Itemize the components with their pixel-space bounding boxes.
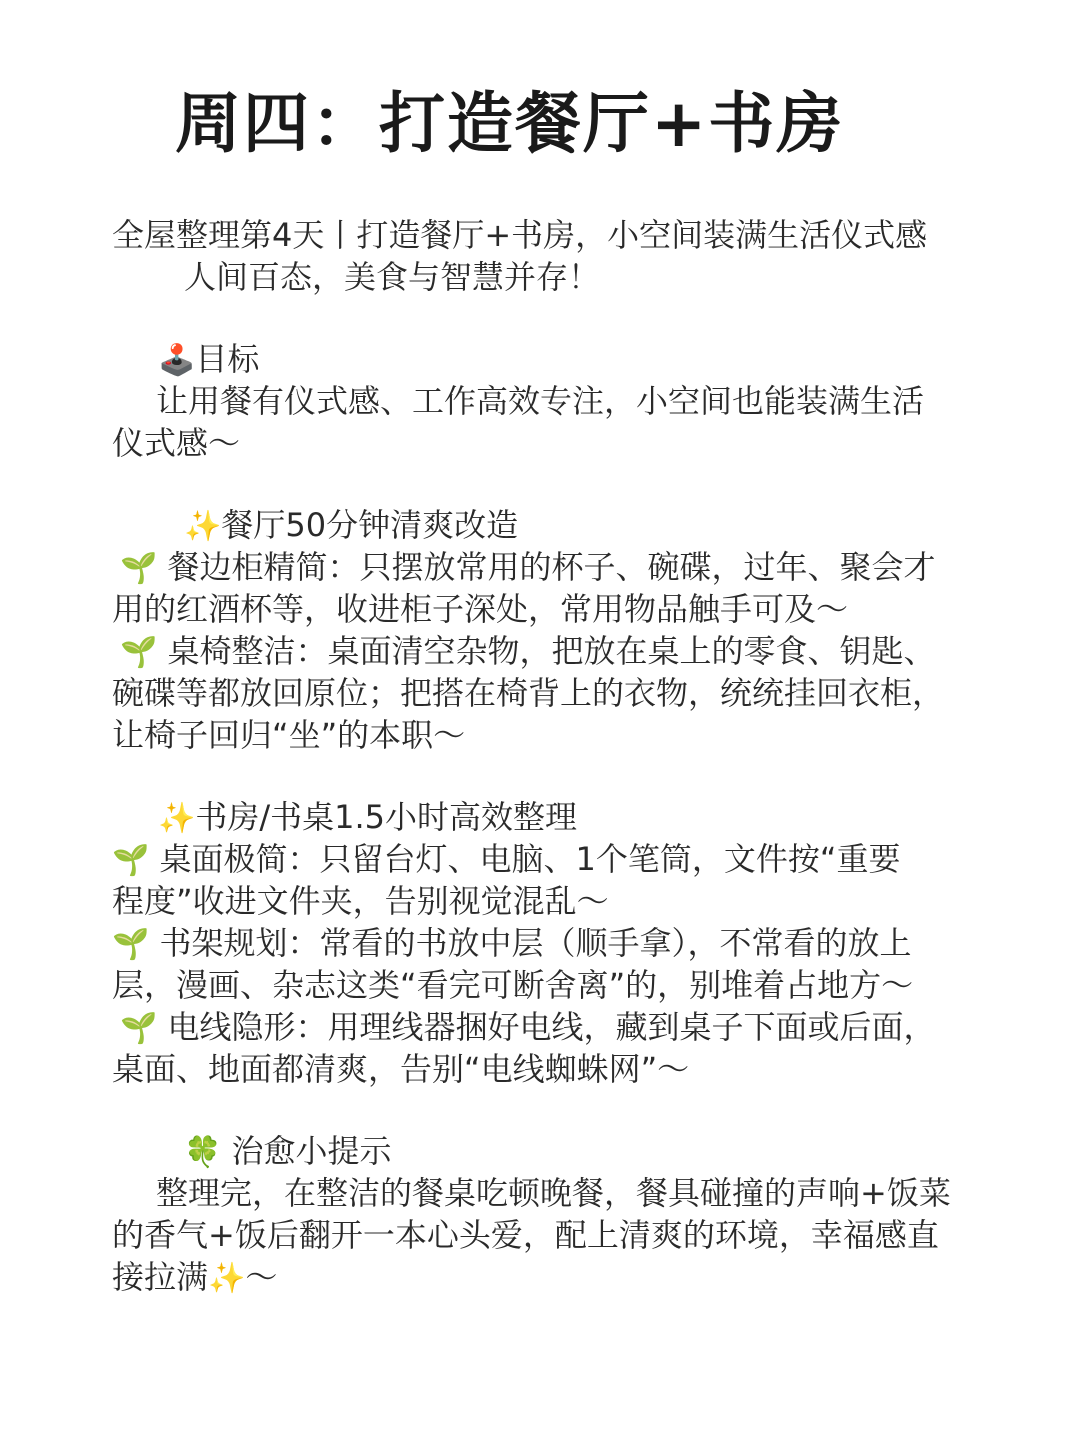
- page-title: 周四：打造餐厅+书房: [175, 85, 845, 162]
- goal-heading-text: 目标: [195, 340, 260, 378]
- seedling-icon: 🌱: [112, 927, 150, 962]
- joystick-icon: 🕹️: [158, 343, 196, 378]
- study-item: [112, 922, 1012, 1006]
- tip-line-3-text: 接拉满: [112, 1258, 209, 1296]
- list-item-line: 让椅子回归“坐”的本职～: [112, 716, 466, 754]
- study-item: [112, 1006, 1012, 1090]
- tip-line-1: 整理完，在整洁的餐桌吃顿晚餐，餐具碰撞的声响+饭菜: [156, 1174, 951, 1212]
- goal-line-1: 让用餐有仪式感、工作高效专注，小空间也能装满生活: [156, 382, 925, 420]
- list-item-line: 程度”收进文件夹，告别视觉混乱～: [112, 882, 609, 920]
- intro-line-2: 人间百态，美食与智慧并存！: [184, 258, 601, 296]
- dining-item: [112, 546, 1012, 630]
- seedling-icon: 🌱: [112, 843, 150, 878]
- tip-line-3: [112, 1256, 1012, 1298]
- tip-line-3-end: ～: [245, 1258, 278, 1296]
- seedling-icon: 🌱: [120, 551, 158, 586]
- spacer: [112, 464, 1012, 504]
- sparkles-icon: ✨: [208, 1261, 246, 1296]
- dining-heading-text: 餐厅50分钟清爽改造: [221, 506, 519, 544]
- goal-heading: [112, 338, 1012, 380]
- list-item-line: 桌面、地面都清爽，告别“电线蜘蛛网”～: [112, 1050, 690, 1088]
- spacer: [112, 1090, 1012, 1130]
- spacer: [112, 756, 1012, 796]
- list-item-line: 层，漫画、杂志这类“看完可断舍离”的，别堆着占地方～: [112, 966, 914, 1004]
- seedling-icon: 🌱: [120, 635, 158, 670]
- list-item-line: 餐边柜精简：只摆放常用的杯子、碗碟，过年、聚会才: [167, 548, 936, 586]
- study-heading-text: 书房/书桌1.5小时高效整理: [195, 798, 578, 836]
- sparkles-icon: ✨: [158, 801, 196, 836]
- list-item-line: 碗碟等都放回原位；把搭在椅背上的衣物，统统挂回衣柜，: [112, 674, 945, 712]
- seedling-icon: 🌱: [120, 1011, 158, 1046]
- sparkles-icon: ✨: [184, 509, 222, 544]
- tip-line-2: 的香气+饭后翻开一本心头爱，配上清爽的环境，幸福感直: [112, 1216, 939, 1254]
- list-item-line: 桌面极简：只留台灯、电脑、1个笔筒，文件按“重要: [159, 840, 901, 878]
- spacer: [112, 298, 1012, 338]
- list-item-line: 书架规划：常看的书放中层（顺手拿），不常看的放上: [159, 924, 912, 962]
- article-body: [112, 214, 1012, 1298]
- four-leaf-clover-icon: 🍀: [184, 1135, 222, 1170]
- tip-heading-text: 治愈小提示: [231, 1132, 392, 1170]
- study-heading: [112, 796, 1012, 838]
- study-item: [112, 838, 1012, 922]
- dining-heading: [112, 504, 1012, 546]
- dining-item: [112, 630, 1012, 756]
- list-item-line: 电线隐形：用理线器捆好电线，藏到桌子下面或后面，: [167, 1008, 936, 1046]
- goal-line-2: 仪式感～: [112, 424, 241, 462]
- intro-line-1: 全屋整理第4天丨打造餐厅+书房，小空间装满生活仪式感: [112, 216, 928, 254]
- list-item-line: 桌椅整洁：桌面清空杂物，把放在桌上的零食、钥匙、: [167, 632, 936, 670]
- list-item-line: 用的红酒杯等，收进柜子深处，常用物品触手可及～: [112, 590, 849, 628]
- tip-heading: [112, 1130, 1012, 1172]
